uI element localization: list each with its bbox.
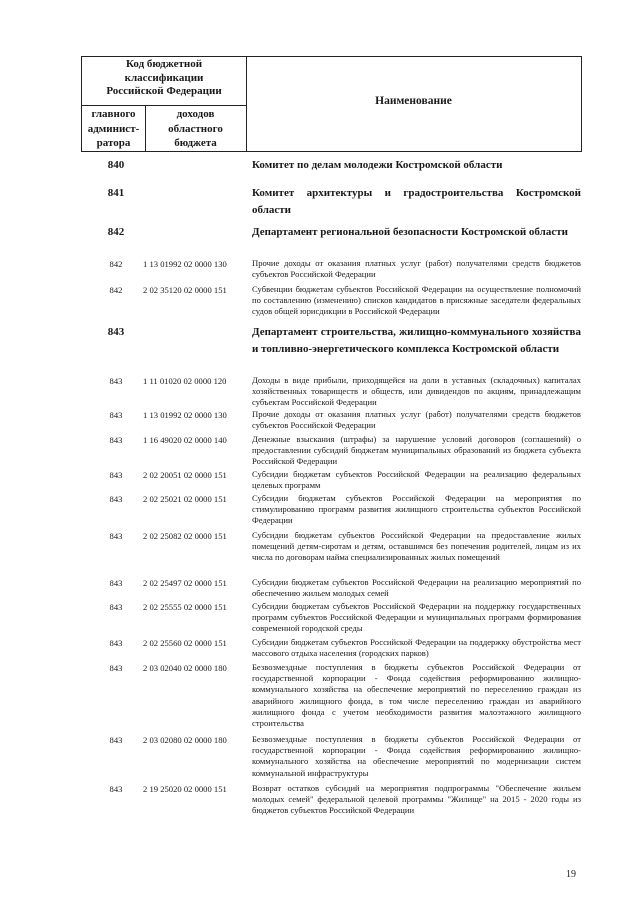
admin-code: 843 [109,410,123,420]
row-description: Возврат остатков субсидий на мероприятия подпрограммы "Обеспечение жильем молодых семей" федеральной целевой программы "Жилище" на 2015 - 2020 годы из бюджетов субъектов Российской Федерации [252,783,581,816]
admin-code: 840 [107,159,125,171]
admin-code: 843 [109,376,123,386]
income-code: 1 11 01020 02 0000 120 [143,376,227,386]
column-header-line: админист- [87,122,140,135]
income-code: 2 02 25560 02 0000 151 [143,638,227,648]
row-description: Денежные взыскания (штрафы) за нарушение условий договоров (соглашений) о предоставлении субсидий бюджетам муниципальных образований из бюджета субъекта Российской Федерации [252,434,581,467]
row-description: Комитет по делам молодежи Костромской области [252,159,503,171]
row-description: Субсидии бюджетам субъектов Российской Федерации на мероприятия по стимулированию программ развития жилищного строительства субъектов Российской Федерации [252,493,581,526]
admin-code: 843 [109,602,123,612]
row-description: Субсидии бюджетам субъектов Российской Федерации на реализацию федеральных целевых программ [252,469,581,491]
column-header-line: областного [168,122,223,135]
row-description: Прочие доходы от оказания платных услуг (работ) получателями средств бюджетов субъектов Российской Федерации [252,258,581,280]
column-header-income [145,107,246,151]
column-header-line: доходов [176,108,215,120]
admin-code: 842 [109,259,123,269]
row-description: Доходы в виде прибыли, приходящейся на доли в уставных (складочных) капиталах хозяйственных товариществ и обществ, или дивидендов по акциям, принадлежащим субъектам Российской Федерации [252,375,581,408]
row-description: Департамент строительства, жилищно-коммунального хозяйства и топливно-энергетического комплекса Костромской области [252,326,581,355]
income-code: 2 02 25021 02 0000 151 [143,494,227,504]
admin-code: 843 [109,578,123,588]
admin-code: 843 [109,638,123,648]
row-description: Прочие доходы от оказания платных услуг (работ) получателями средств бюджетов субъектов Российской Федерации [252,409,581,431]
page-number: 19 [566,869,576,880]
income-code: 1 13 01992 02 0000 130 [143,259,227,269]
row-description: Субсидии бюджетам субъектов Российской Федерации на предоставление жилых помещений детям-сиротам и детям, оставшимся без попечения родителей, лицам из их числа по договорам найма специализированных жилых помещений [252,530,581,563]
row-description: Безвозмездные поступления в бюджеты субъектов Российской Федерации от государственной корпорации - Фонда содействия реформированию жилищно-коммунального хозяйства на обеспечение мероприятий по переселению граждан из аварийного жилищного фонда, в том числе переселению граждан из аварийного жилищного фонда с учетом необходимости развития малоэтажного жилищного строительства [252,662,581,729]
admin-code: 843 [109,735,123,745]
column-header-line: главного [91,108,136,120]
row-description: Субсидии бюджетам субъектов Российской Федерации на реализацию мероприятий по обеспечению жильем молодых семей [252,577,581,599]
admin-code: 843 [109,435,123,445]
admin-code: 842 [109,285,123,295]
column-header-name: Наименование [375,95,452,107]
row-description: Департамент региональной безопасности Костромской области [252,226,568,238]
admin-code: 843 [109,531,123,541]
column-header-line: бюджета [174,137,217,149]
admin-code: 843 [107,326,125,338]
row-description: Субсидии бюджетам субъектов Российской Федерации на поддержку государственных программ субъектов Российской Федерации и муниципальных программ формирования современной городской среды [252,601,581,634]
header-divider [82,105,246,106]
income-code: 1 16 49020 02 0000 140 [143,435,227,445]
row-description: Субвенции бюджетам субъектов Российской Федерации на осуществление полномочий по составлению (изменению) списков кандидатов в присяжные заседатели федеральных судов общей юрисдикции в Российской Федерации [252,284,581,317]
income-code: 2 02 20051 02 0000 151 [143,470,227,480]
income-code: 2 19 25020 02 0000 151 [143,784,227,794]
admin-code: 843 [109,784,123,794]
row-description: Безвозмездные поступления в бюджеты субъектов Российской Федерации от государственной корпорации - Фонда содействия реформированию жилищно-коммунального хозяйства на обеспечение мероприятий по модернизации систем коммунальной инфраструктуры [252,734,581,778]
table-header [81,56,582,152]
income-code: 2 03 02080 02 0000 180 [143,735,227,745]
column-header-line: ратора [96,137,131,149]
admin-code: 841 [107,187,125,199]
column-header-admin [82,107,145,151]
code-title-line: классификации [124,71,204,84]
income-code: 2 03 02040 02 0000 180 [143,663,227,673]
code-classification-title [82,58,246,99]
income-code: 2 02 25497 02 0000 151 [143,578,227,588]
code-title-line: Код бюджетной [125,58,203,70]
income-code: 2 02 25082 02 0000 151 [143,531,227,541]
admin-code: 842 [107,226,125,238]
admin-code: 843 [109,663,123,673]
code-title-line: Российской Федерации [106,85,222,97]
income-code: 1 13 01992 02 0000 130 [143,410,227,420]
income-code: 2 02 35120 02 0000 151 [143,285,227,295]
row-description: Субсидии бюджетам субъектов Российской Федерации на поддержку обустройства мест массового отдыха населения (городских парков) [252,637,581,659]
income-code: 2 02 25555 02 0000 151 [143,602,227,612]
row-description: Комитет архитектуры и градостроительства Костромской области [252,187,581,216]
admin-code: 843 [109,470,123,480]
admin-code: 843 [109,494,123,504]
